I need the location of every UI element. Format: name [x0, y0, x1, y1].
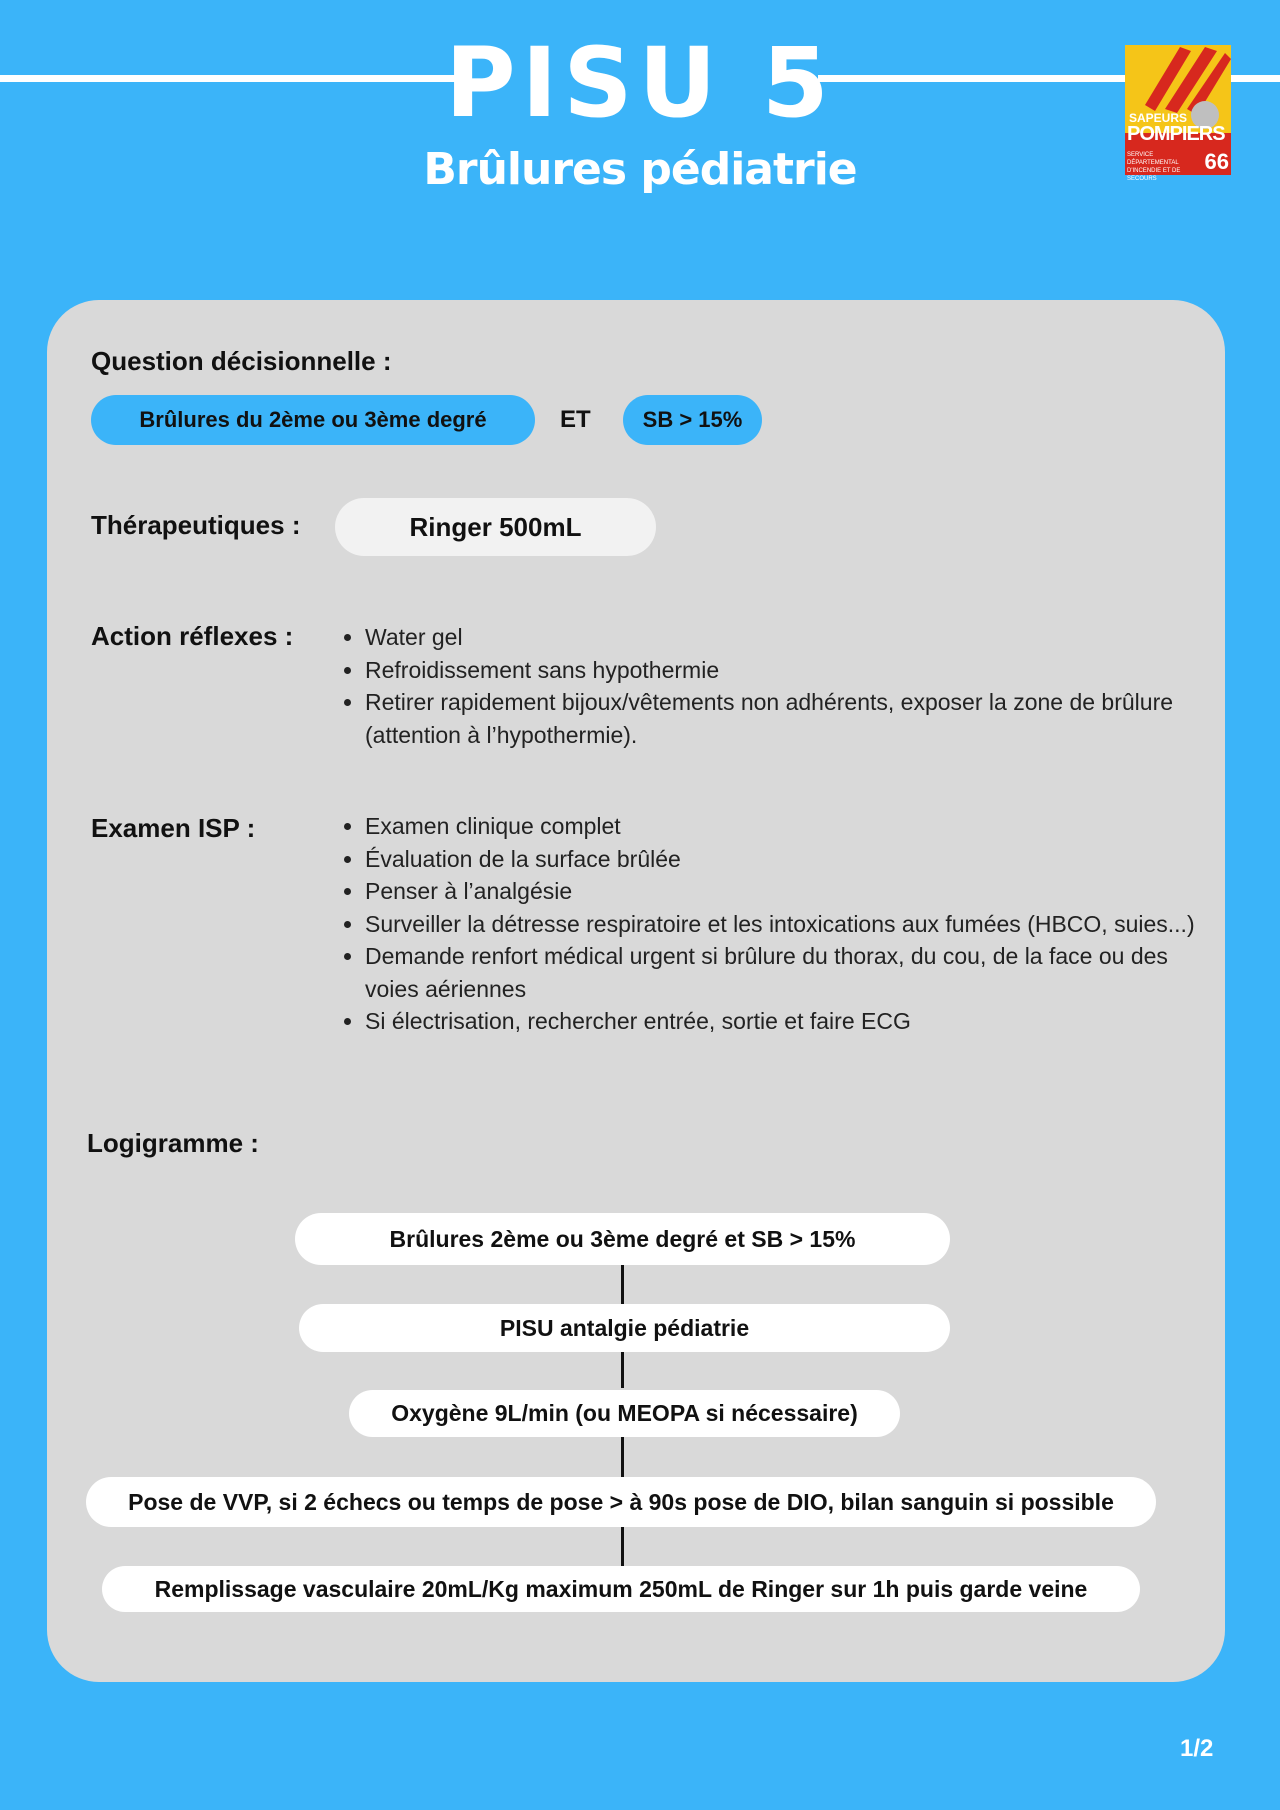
list-item: • Demande renfort médical urgent si brûlure du thorax, du cou, de la face ou des voies aériennes	[365, 940, 1205, 1005]
therapeutics-label: Thérapeutiques :	[91, 510, 301, 540]
sdis-66-logo	[1125, 45, 1231, 182]
reflex-actions-list	[339, 621, 1205, 751]
logo-line2: POMPIERS	[1127, 123, 1225, 145]
page-title: PISU 5	[445, 27, 835, 139]
question-label: Question décisionnelle :	[91, 346, 392, 376]
criterion-degree-pill: Brûlures du 2ème ou 3ème degré	[91, 395, 535, 445]
list-item: • Retirer rapidement bijoux/vêtements non adhérents, exposer la zone de brûlure (attention à l’hypothermie).	[365, 686, 1205, 751]
list-item: • Examen clinique complet	[365, 810, 1205, 843]
flow-connector	[621, 1526, 624, 1566]
list-item: • Surveiller la détresse respiratoire et les intoxications aux fumées (HBCO, suies...)	[365, 908, 1205, 941]
reflex-actions-label: Action réflexes :	[91, 621, 294, 651]
flow-connector	[621, 1265, 624, 1305]
page-number: 1/2	[1180, 1735, 1214, 1762]
criterion-connector: ET	[560, 406, 591, 433]
flow-step-2: PISU antalgie pédiatrie	[299, 1304, 950, 1352]
flow-step-1: Brûlures 2ème ou 3ème degré et SB > 15%	[295, 1213, 950, 1265]
list-item: • Si électrisation, rechercher entrée, sortie et faire ECG	[365, 1005, 1205, 1038]
list-item: • Évaluation de la surface brûlée	[365, 843, 1205, 876]
logo-number: 66	[1204, 149, 1229, 174]
criterion-surface-pill: SB > 15%	[623, 395, 762, 445]
flow-step-3: Oxygène 9L/min (ou MEOPA si nécessaire)	[349, 1390, 900, 1437]
flow-connector	[621, 1437, 624, 1477]
isp-exam-list	[339, 810, 1205, 1038]
logo-line3: SERVICE DÉPARTEMENTAL D'INCENDIE ET DE SECOURS	[1127, 152, 1181, 182]
flow-step-5: Remplissage vasculaire 20mL/Kg maximum 250mL de Ringer sur 1h puis garde veine	[102, 1566, 1140, 1612]
page-subtitle: Brûlures pédiatrie	[423, 144, 857, 195]
list-item: • Water gel	[365, 621, 1205, 654]
logo-line1: SAPEURS	[1129, 111, 1188, 125]
therapeutics-pill: Ringer 500mL	[335, 498, 656, 556]
isp-exam-label: Examen ISP :	[91, 813, 256, 843]
list-item: • Refroidissement sans hypothermie	[365, 654, 1205, 687]
flow-step-4: Pose de VVP, si 2 échecs ou temps de pose > à 90s pose de DIO, bilan sanguin si possible	[86, 1477, 1156, 1527]
flowchart-label: Logigramme :	[87, 1128, 259, 1158]
flow-connector	[621, 1352, 624, 1388]
list-item: • Penser à l’analgésie	[365, 875, 1205, 908]
